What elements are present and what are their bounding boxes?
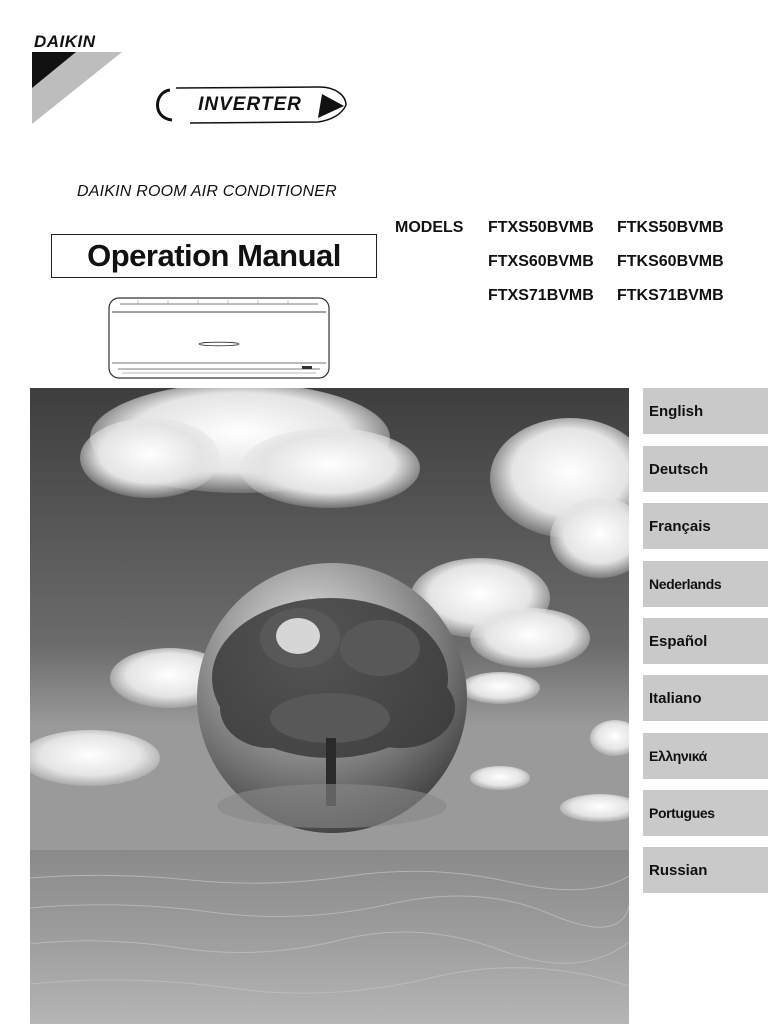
product-subtitle: DAIKIN ROOM AIR CONDITIONER (77, 183, 337, 200)
lang-tab-italiano[interactable]: Italiano (643, 675, 768, 721)
lang-tab-espanol[interactable]: Español (643, 618, 768, 664)
page-title: Operation Manual (87, 238, 341, 273)
lang-tab-francais[interactable]: Français (643, 503, 768, 549)
brand-name: DAIKIN (34, 32, 96, 51)
lang-tab-deutsch[interactable]: Deutsch (643, 446, 768, 492)
title-box (51, 234, 377, 278)
inverter-badge (150, 84, 350, 126)
lang-tab-greek[interactable]: Ελληνικά (643, 733, 768, 779)
lang-tab-nederlands[interactable]: Nederlands (643, 561, 768, 607)
lang-tab-russian[interactable]: Russian (643, 847, 768, 893)
model-ftks-71: FTKS71BVMB (617, 287, 724, 304)
cover-photo (30, 388, 629, 1024)
model-ftks-50: FTKS50BVMB (617, 219, 724, 236)
lang-tab-english[interactable]: English (643, 388, 768, 434)
inverter-label: INVERTER (198, 94, 302, 115)
model-ftxs-60: FTXS60BVMB (488, 253, 594, 270)
model-ftks-60: FTKS60BVMB (617, 253, 724, 270)
daikin-triangle-icon (32, 52, 122, 124)
models-label: MODELS (395, 219, 464, 236)
air-conditioner-unit-icon (108, 297, 330, 379)
model-ftxs-50: FTXS50BVMB (488, 219, 594, 236)
lang-tab-portugues[interactable]: Portugues (643, 790, 768, 836)
model-ftxs-71: FTXS71BVMB (488, 287, 594, 304)
